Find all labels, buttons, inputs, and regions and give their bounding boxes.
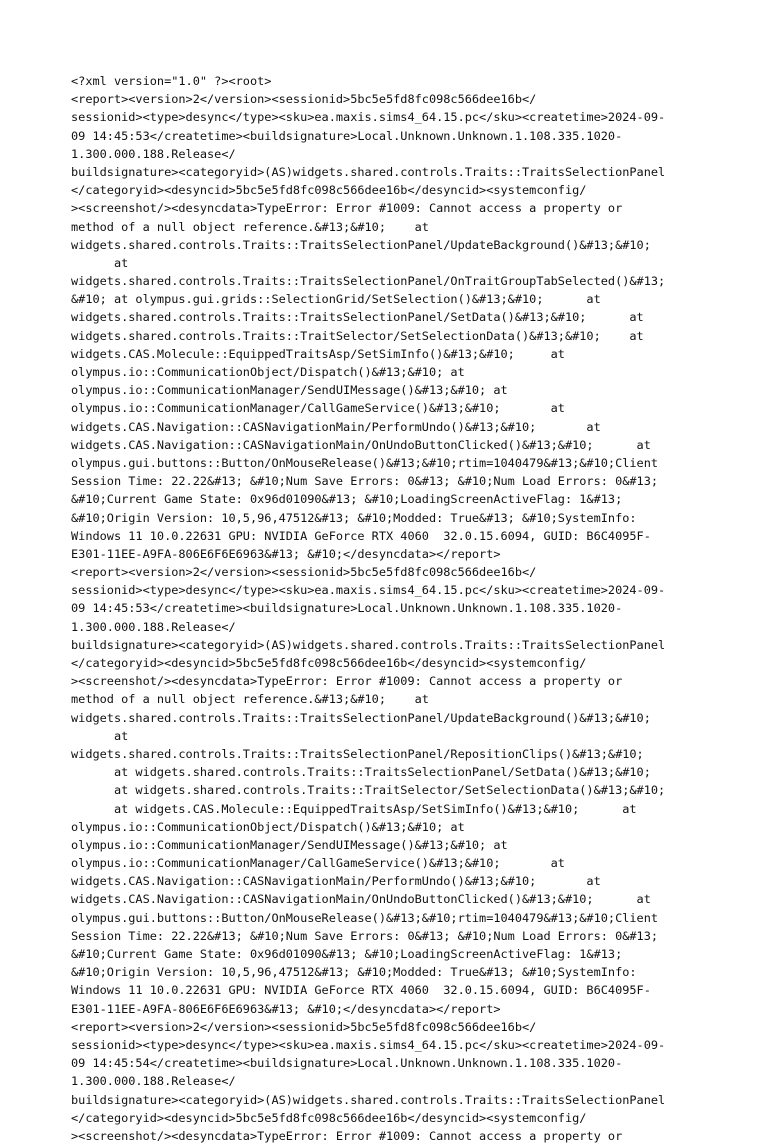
log-line: 1.300.000.188.Release</ [71, 1074, 236, 1089]
log-line: olympus.io::CommunicationObject/Dispatch()&#13;&#10; at [71, 819, 465, 834]
log-line: sessionid><type>desync</type><sku>ea.maxis.sims4_64.15.pc</sku><createtime>2024-09- [71, 583, 666, 598]
log-line: buildsignature><categoryid>(AS)widgets.shared.controls.Traits::TraitsSelectionPanel [71, 1092, 666, 1107]
log-line: <report><version>2</version><sessionid>5bc5e5fd8fc098c566dee16b</ [71, 1019, 537, 1034]
log-line: method of a null object reference.&#13;&#10; at [71, 219, 429, 234]
log-line: at widgets.shared.controls.Traits::TraitSelector/SetSelectionData()&#13;&#10; [71, 783, 666, 798]
log-line: buildsignature><categoryid>(AS)widgets.shared.controls.Traits::TraitsSelectionPanel [71, 164, 666, 179]
log-line: <?xml version="1.0" ?><root> [71, 74, 272, 88]
log-line: widgets.shared.controls.Traits::TraitsSelectionPanel/UpdateBackground()&#13;&#10; [71, 237, 651, 252]
log-line: widgets.shared.controls.Traits::TraitsSelectionPanel/SetData()&#13;&#10; at [71, 310, 644, 325]
log-line: widgets.shared.controls.Traits::TraitsSelectionPanel/RepositionClips()&#13;&#10; [71, 746, 644, 761]
log-line: &#10; at olympus.gui.grids::SelectionGrid/SetSelection()&#13;&#10; at [71, 292, 601, 307]
log-line: 09 14:45:53</createtime><buildsignature>Local.Unknown.Unknown.1.108.335.1020- [71, 128, 623, 143]
log-line: &#10;Current Game State: 0x96d01090&#13; &#10;LoadingScreenActiveFlag: 1&#13; [71, 947, 623, 961]
log-line: at [71, 728, 129, 743]
log-line: ><screenshot/><desyncdata>TypeError: Error #1009: Cannot access a property or [71, 201, 623, 216]
log-line: olympus.gui.buttons::Button/OnMouseRelease()&#13;&#10;rtim=1040479&#13;&#10;Client [71, 455, 659, 470]
log-line: Windows 11 10.0.22631 GPU: NVIDIA GeForce RTX 4060 32.0.15.6094, GUID: B6C4095F- [71, 528, 651, 543]
log-line: </categoryid><desyncid>5bc5e5fd8fc098c566dee16b</desyncid><systemconfig/ [71, 183, 587, 198]
log-line: </categoryid><desyncid>5bc5e5fd8fc098c566dee16b</desyncid><systemconfig/ [71, 1110, 587, 1125]
log-line: at [71, 255, 129, 270]
log-line: E301-11EE-A9FA-806E6F6E6963&#13; &#10;</desyncdata></report> [71, 546, 501, 561]
log-line: olympus.io::CommunicationObject/Dispatch()&#13;&#10; at [71, 365, 465, 379]
log-line: <report><version>2</version><sessionid>5bc5e5fd8fc098c566dee16b</ [71, 92, 537, 107]
log-line: widgets.shared.controls.Traits::TraitsSelectionPanel/OnTraitGroupTabSelected()&#13; [71, 274, 666, 289]
log-line: olympus.io::CommunicationManager/SendUIMessage()&#13;&#10; at [71, 837, 508, 852]
log-line: olympus.io::CommunicationManager/CallGameService()&#13;&#10; at [71, 401, 565, 416]
log-line: 1.300.000.188.Release</ [71, 146, 236, 161]
log-line: ><screenshot/><desyncdata>TypeError: Error #1009: Cannot access a property or [71, 674, 623, 689]
log-line: Session Time: 22.22&#13; &#10;Num Save Errors: 0&#13; &#10;Num Load Errors: 0&#13; [71, 928, 659, 943]
log-line: widgets.shared.controls.Traits::TraitsSelectionPanel/UpdateBackground()&#13;&#10; [71, 710, 651, 725]
log-line: widgets.CAS.Navigation::CASNavigationMain/OnUndoButtonClicked()&#13;&#10; at [71, 892, 651, 907]
log-line: &#10;Origin Version: 10,5,96,47512&#13; &#10;Modded: True&#13; &#10;SystemInfo: [71, 965, 637, 980]
log-line: olympus.gui.buttons::Button/OnMouseRelease()&#13;&#10;rtim=1040479&#13;&#10;Client [71, 910, 659, 925]
log-line: &#10;Current Game State: 0x96d01090&#13; &#10;LoadingScreenActiveFlag: 1&#13; [71, 492, 623, 507]
log-line: widgets.CAS.Molecule::EquippedTraitsAsp/SetSimInfo()&#13;&#10; at [71, 346, 565, 361]
log-line: 09 14:45:54</createtime><buildsignature>Local.Unknown.Unknown.1.108.335.1020- [71, 1056, 623, 1071]
log-line: method of a null object reference.&#13;&#10; at [71, 692, 429, 707]
log-line: buildsignature><categoryid>(AS)widgets.shared.controls.Traits::TraitsSelectionPanel [71, 637, 666, 652]
log-line: widgets.shared.controls.Traits::TraitSelector/SetSelectionData()&#13;&#10; at [71, 328, 644, 343]
log-line: &#10;Origin Version: 10,5,96,47512&#13; &#10;Modded: True&#13; &#10;SystemInfo: [71, 510, 637, 525]
log-line: sessionid><type>desync</type><sku>ea.maxis.sims4_64.15.pc</sku><createtime>2024-09- [71, 110, 666, 125]
log-line: Windows 11 10.0.22631 GPU: NVIDIA GeForce RTX 4060 32.0.15.6094, GUID: B6C4095F- [71, 983, 651, 998]
log-line: widgets.CAS.Navigation::CASNavigationMain/PerformUndo()&#13;&#10; at [71, 419, 601, 434]
log-line: at widgets.shared.controls.Traits::TraitsSelectionPanel/SetData()&#13;&#10; [71, 765, 651, 780]
log-line: widgets.CAS.Navigation::CASNavigationMain/PerformUndo()&#13;&#10; at [71, 874, 601, 889]
log-line: olympus.io::CommunicationManager/SendUIMessage()&#13;&#10; at [71, 383, 508, 398]
log-line: </categoryid><desyncid>5bc5e5fd8fc098c566dee16b</desyncid><systemconfig/ [71, 656, 587, 670]
log-line: E301-11EE-A9FA-806E6F6E6963&#13; &#10;</desyncdata></report> [71, 1001, 501, 1016]
log-line: 09 14:45:53</createtime><buildsignature>Local.Unknown.Unknown.1.108.335.1020- [71, 601, 623, 616]
log-line: at widgets.CAS.Molecule::EquippedTraitsAsp/SetSimInfo()&#13;&#10; at [71, 801, 637, 816]
log-line: Session Time: 22.22&#13; &#10;Num Save Errors: 0&#13; &#10;Num Load Errors: 0&#13; [71, 474, 659, 489]
log-line: widgets.CAS.Navigation::CASNavigationMain/OnUndoButtonClicked()&#13;&#10; at [71, 437, 651, 452]
log-document [71, 72, 711, 1145]
log-line: <report><version>2</version><sessionid>5bc5e5fd8fc098c566dee16b</ [71, 565, 537, 580]
log-line: ><screenshot/><desyncdata>TypeError: Error #1009: Cannot access a property or [71, 1128, 623, 1143]
log-line: 1.300.000.188.Release</ [71, 619, 236, 634]
log-line: sessionid><type>desync</type><sku>ea.maxis.sims4_64.15.pc</sku><createtime>2024-09- [71, 1037, 666, 1052]
log-text-block [71, 72, 711, 1145]
log-line: olympus.io::CommunicationManager/CallGameService()&#13;&#10; at [71, 856, 565, 871]
